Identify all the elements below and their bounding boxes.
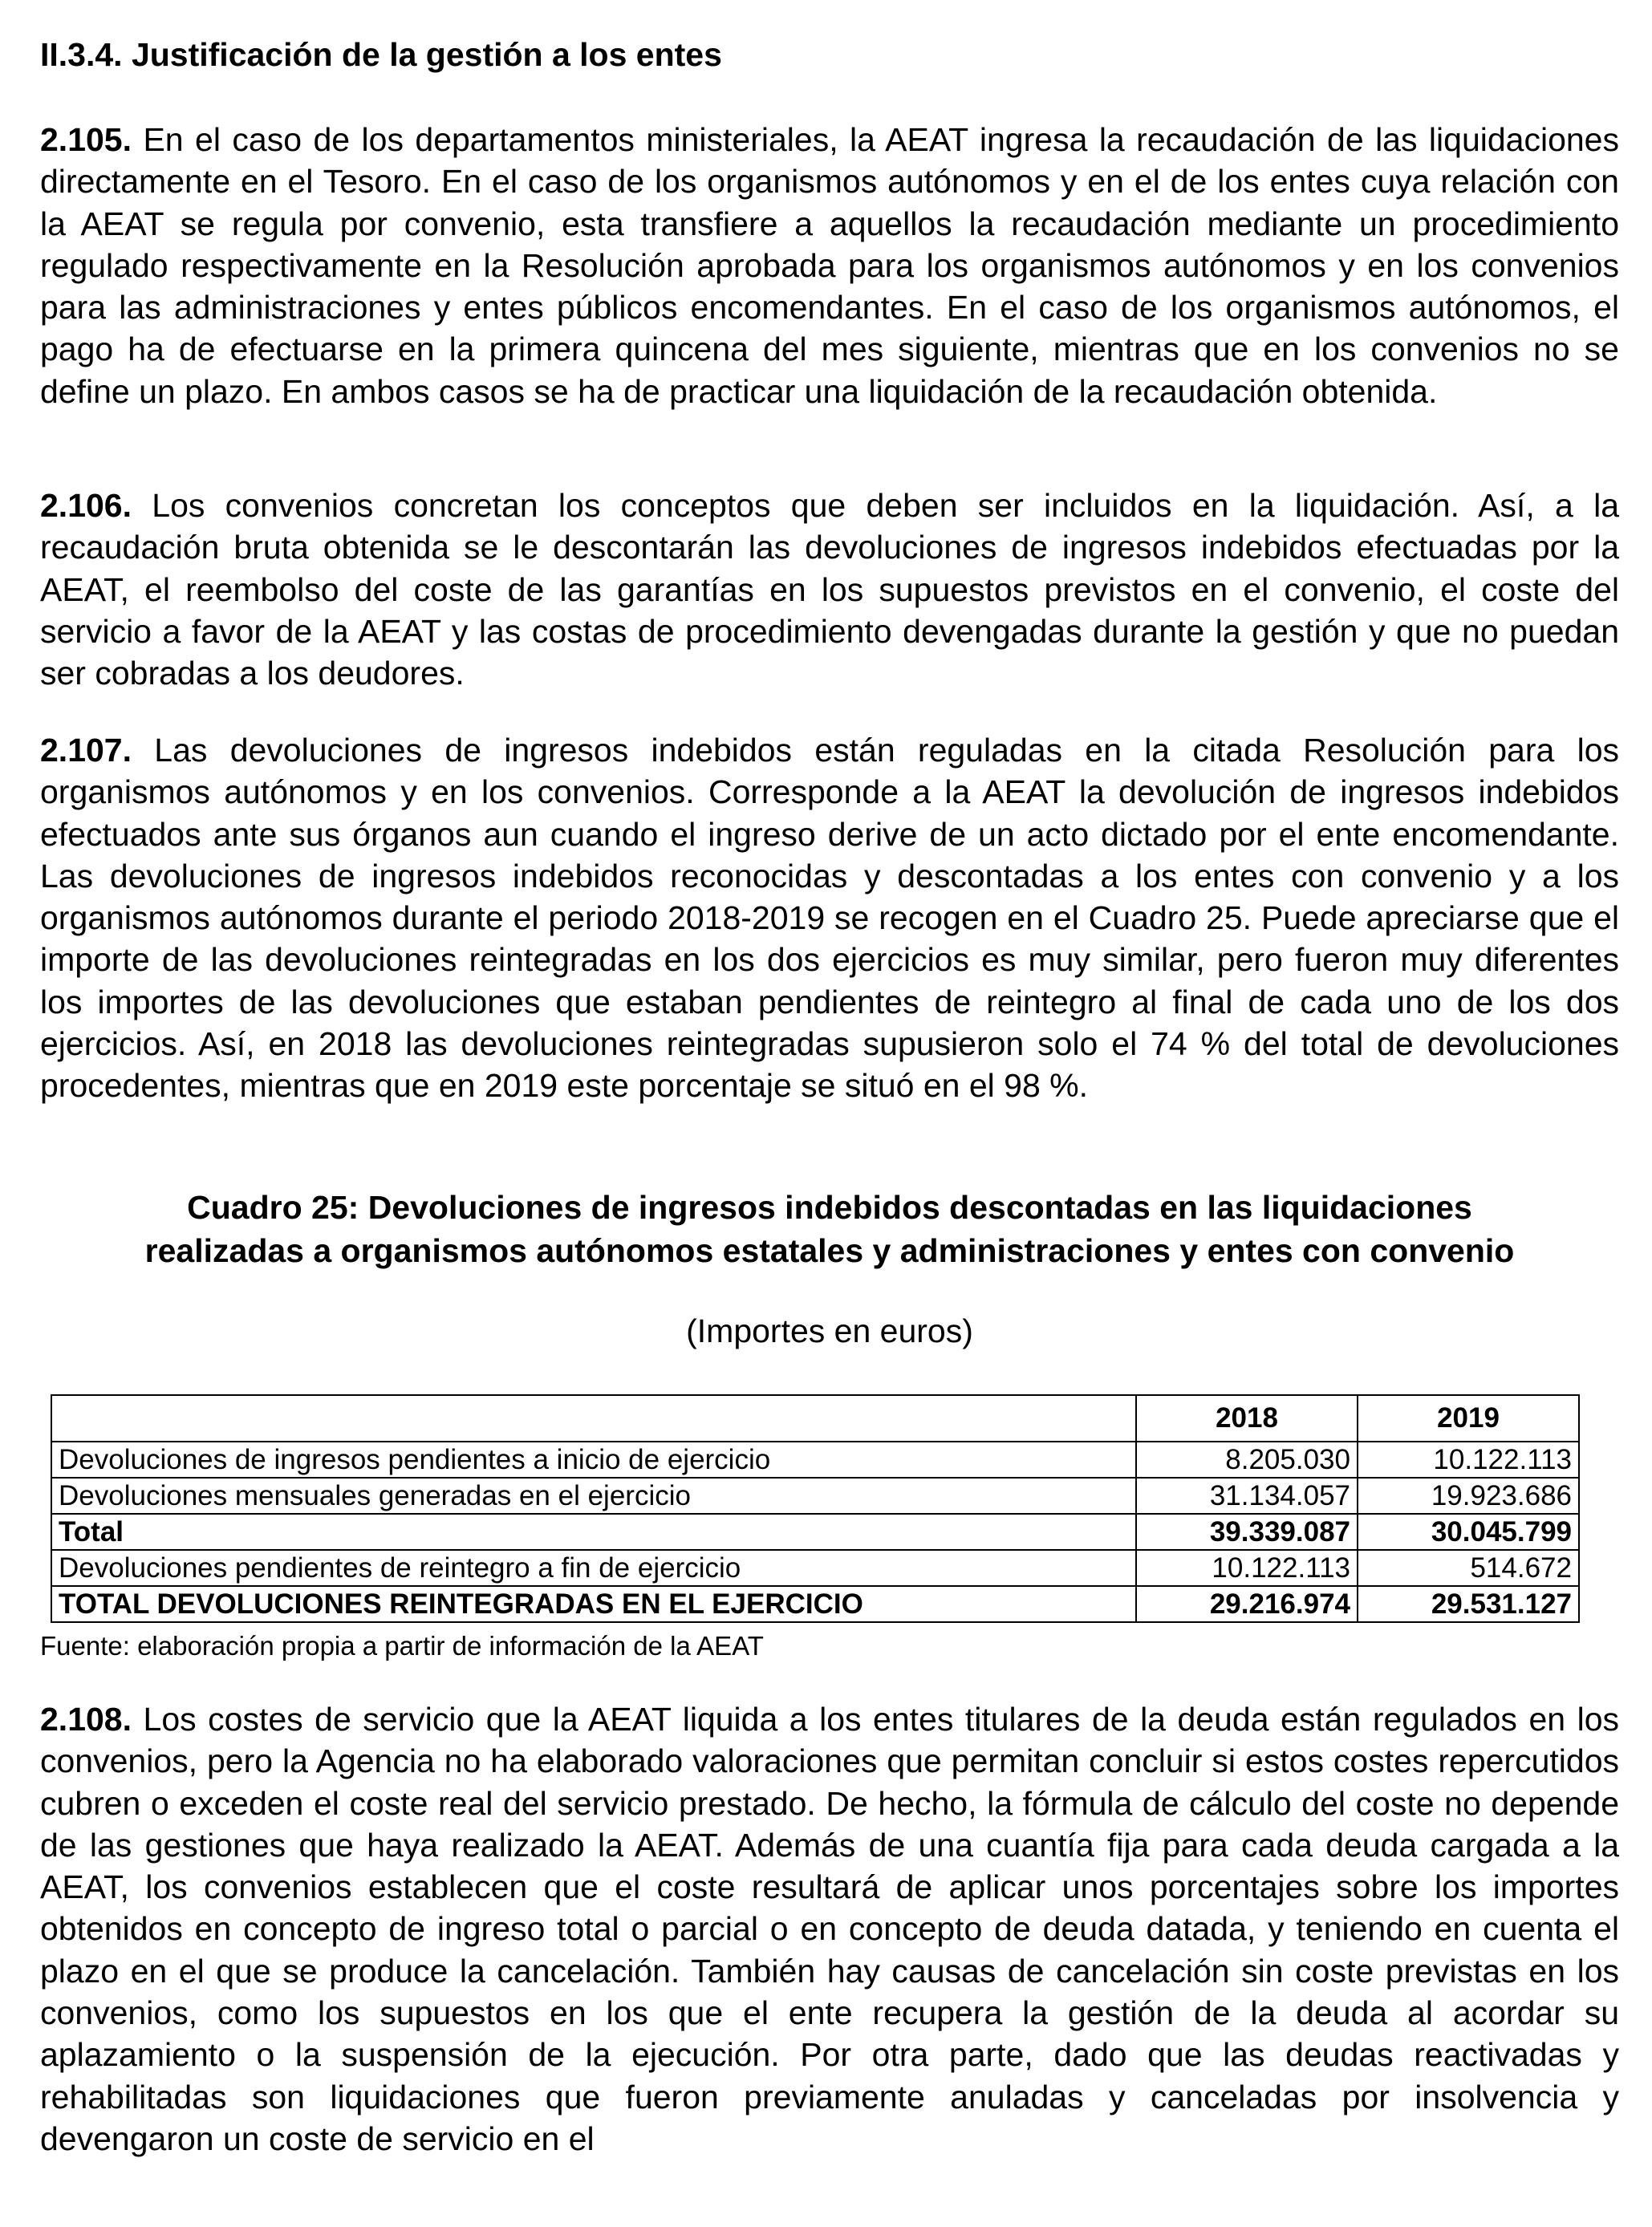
paragraph-text: En el caso de los departamentos ministeriales, la AEAT ingresa la recaudación de las liquidaciones directamente en el Tesoro. En el caso de los organismos autónomos y en el de los entes cuya relación con la AEAT se regula por convenio, esta transfiere a aquellos la recaudación mediante un procedimiento regulado respectivamente en la Resolución aprobada para los organismos autónomos y en los convenios para las administraciones y entes públicos encomendantes. En el caso de los organismos autónomos, el pago ha de efectuarse en la primera quincena del mes siguiente, mientras que en los convenios no se define un plazo. En ambos casos se ha de practicar una liquidación de la recaudación obtenida. (40, 121, 1619, 410)
table-row-grand-total (51, 1586, 1579, 1622)
table-caption-line-2: realizadas a organismos autónomos estatales y administraciones y entes con convenio (144, 1232, 1515, 1269)
table-subcaption: (Importes en euros) (686, 1312, 973, 1349)
value-2018: 29.216.974 (1136, 1586, 1358, 1622)
value-2019: 10.122.113 (1358, 1442, 1579, 1478)
row-label: Devoluciones mensuales generadas en el ejercicio (51, 1478, 1136, 1514)
row-label: Devoluciones de ingresos pendientes a inicio de ejercicio (51, 1442, 1136, 1478)
paragraph-2-105 (40, 119, 1619, 412)
value-2019: 30.045.799 (1358, 1514, 1579, 1550)
table-row (51, 1442, 1579, 1478)
value-2018: 10.122.113 (1136, 1550, 1358, 1586)
table-caption (40, 1186, 1619, 1272)
data-table (51, 1394, 1580, 1623)
paragraph-text: Los costes de servicio que la AEAT liquida a los entes titulares de la deuda están regulados en los convenios, pero la Agencia no ha elaborado valoraciones que permitan concluir si estos costes repercutidos cubren o exceden el coste real del servicio prestado. De hecho, la fórmula de cálculo del coste no depende de las gestiones que haya realizado la AEAT. Además de una cuantía fija para cada deuda cargada a la AEAT, los convenios establecen que el coste resultará de aplicar unos porcentajes sobre los importes obtenidos en concepto de ingreso total o parcial o en concepto de deuda datada, y teniendo en cuenta el plazo en el que se produce la cancelación. También hay causas de cancelación sin coste previstas en los convenios, como los supuestos en los que el ente recupera la gestión de la deuda al acordar su aplazamiento o la suspensión de la ejecución. Por otra parte, dado que las deudas reactivadas y rehabilitadas son liquidaciones que fueron previamente anuladas y canceladas por insolvencia y devengaron un coste de servicio en el (40, 1701, 1619, 2157)
value-2019: 514.672 (1358, 1550, 1579, 1586)
row-label: Devoluciones pendientes de reintegro a fin de ejercicio (51, 1550, 1136, 1586)
section-heading: II.3.4. Justificación de la gestión a los entes (40, 36, 722, 73)
table-source-note: Fuente: elaboración propia a partir de información de la AEAT (40, 1631, 764, 1661)
paragraph-number: 2.106. (40, 487, 132, 524)
header-label-cell (51, 1395, 1136, 1442)
value-2019: 29.531.127 (1358, 1586, 1579, 1622)
paragraph-2-106 (40, 485, 1619, 694)
row-label: Total (51, 1514, 1136, 1550)
paragraph-number: 2.107. (40, 732, 132, 769)
value-2018: 31.134.057 (1136, 1478, 1358, 1514)
paragraph-number: 2.105. (40, 121, 132, 158)
value-2018: 39.339.087 (1136, 1514, 1358, 1550)
row-label: TOTAL DEVOLUCIONES REINTEGRADAS EN EL EJERCICIO (51, 1586, 1136, 1622)
paragraph-text: Las devoluciones de ingresos indebidos están reguladas en la citada Resolución para los organismos autónomos y en los convenios. Corresponde a la AEAT la devolución de ingresos indebidos efectuados ante sus órganos aun cuando el ingreso derive de un acto dictado por el ente encomendante. Las devoluciones de ingresos indebidos reconocidas y descontadas a los entes con convenio y a los organismos autónomos durante el periodo 2018-2019 se recogen en el Cuadro 25. Puede apreciarse que el importe de las devoluciones reintegradas en los dos ejercicios es muy similar, pero fueron muy diferentes los importes de las devoluciones que estaban pendientes de reintegro al final de cada uno de los dos ejercicios. Así, en 2018 las devoluciones reintegradas supusieron solo el 74 % del total de devoluciones procedentes, mientras que en 2019 este porcentaje se situó en el 98 %. (40, 732, 1619, 1105)
value-2018: 8.205.030 (1136, 1442, 1358, 1478)
table-row-total (51, 1514, 1579, 1550)
header-year-2019: 2019 (1358, 1395, 1579, 1442)
table-caption-line-1: Cuadro 25: Devoluciones de ingresos indebidos descontadas en las liquidaciones (187, 1189, 1472, 1226)
paragraph-2-108 (40, 1698, 1619, 2160)
value-2019: 19.923.686 (1358, 1478, 1579, 1514)
paragraph-number: 2.108. (40, 1701, 132, 1738)
paragraph-text: Los convenios concretan los conceptos que deben ser incluidos en la liquidación. Así, a la recaudación bruta obtenida se le descontarán las devoluciones de ingresos indebidos efectuadas por la AEAT, el reembolso del coste de las garantías en los supuestos previstos en el convenio, el coste del servicio a favor de la AEAT y las costas de procedimiento devengadas durante la gestión y que no puedan ser cobradas a los deudores. (40, 487, 1619, 692)
header-year-2018: 2018 (1136, 1395, 1358, 1442)
table-header-row (51, 1395, 1579, 1442)
table-row (51, 1478, 1579, 1514)
paragraph-2-107 (40, 729, 1619, 1107)
table-row (51, 1550, 1579, 1586)
